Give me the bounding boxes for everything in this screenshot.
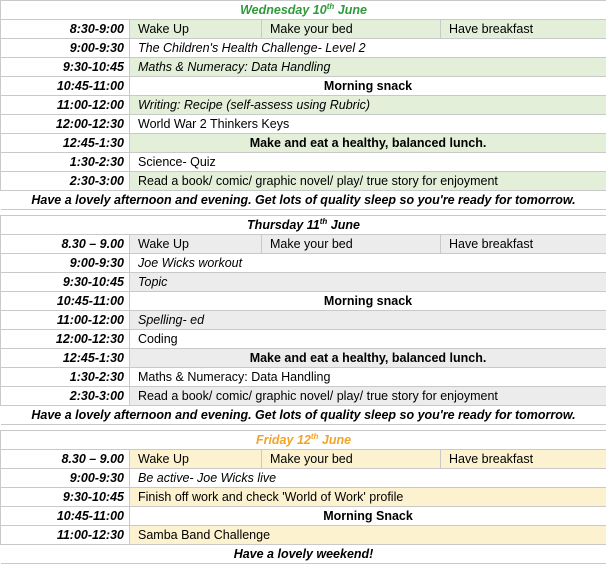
friday-row-wake: [1, 450, 606, 469]
time-cell: 8.30 – 9.00: [1, 450, 130, 469]
activity-cell: Morning snack: [130, 292, 606, 311]
time-cell: 8.30 – 9.00: [1, 235, 130, 254]
breakfast-cell: Have breakfast: [441, 450, 606, 469]
time-cell: 11:00-12:00: [1, 311, 130, 330]
thursday-title: Thursday 11th June: [1, 216, 606, 235]
time-cell: 11:00-12:00: [1, 96, 130, 115]
friday-footer: Have a lovely weekend!: [1, 545, 606, 564]
time-cell: 9:00-9:30: [1, 469, 130, 488]
table-row: [1, 368, 606, 387]
table-row: [1, 39, 606, 58]
wake-up-cell: Wake Up: [130, 450, 262, 469]
time-cell: 10:45-11:00: [1, 292, 130, 311]
activity-cell: Morning snack: [130, 77, 606, 96]
time-cell: 11:00-12:30: [1, 526, 130, 545]
activity-cell: Read a book/ comic/ graphic novel/ play/ true story for enjoyment: [130, 387, 606, 406]
time-cell: 12:45-1:30: [1, 134, 130, 153]
table-row: [1, 115, 606, 134]
time-cell: 9:30-10:45: [1, 58, 130, 77]
breakfast-cell: Have breakfast: [441, 235, 606, 254]
table-row: [1, 153, 606, 172]
activity-cell: Writing: Recipe (self-assess using Rubric): [130, 96, 606, 115]
activity-cell: Maths & Numeracy: Data Handling: [130, 58, 606, 77]
time-cell: 9:00-9:30: [1, 39, 130, 58]
thursday-footer-row: [1, 406, 606, 425]
activity-cell: Science- Quiz: [130, 153, 606, 172]
activity-cell: Finish off work and check 'World of Work' profile: [130, 488, 606, 507]
wednesday-title-row: [1, 1, 606, 20]
time-cell: 9:30-10:45: [1, 273, 130, 292]
table-row: [1, 349, 606, 368]
breakfast-cell: Have breakfast: [441, 20, 606, 39]
table-row: [1, 77, 606, 96]
activity-cell: Make and eat a healthy, balanced lunch.: [130, 349, 606, 368]
friday-title-row: [1, 431, 606, 450]
activity-cell: The Children's Health Challenge- Level 2: [130, 39, 606, 58]
table-row: [1, 273, 606, 292]
wake-up-cell: Wake Up: [130, 20, 262, 39]
table-row: [1, 526, 606, 545]
table-row: [1, 311, 606, 330]
activity-cell: World War 2 Thinkers Keys: [130, 115, 606, 134]
time-cell: 10:45-11:00: [1, 507, 130, 526]
time-cell: 12:00-12:30: [1, 115, 130, 134]
time-cell: 1:30-2:30: [1, 368, 130, 387]
table-row: [1, 507, 606, 526]
activity-cell: Be active- Joe Wicks live: [130, 469, 606, 488]
make-bed-cell: Make your bed: [262, 20, 441, 39]
thursday-footer: Have a lovely afternoon and evening. Get lots of quality sleep so you're ready for tomorrow.: [1, 406, 606, 425]
time-cell: 1:30-2:30: [1, 153, 130, 172]
activity-cell: Topic: [130, 273, 606, 292]
wednesday-footer: Have a lovely afternoon and evening. Get lots of quality sleep so you're ready for tomorrow.: [1, 191, 606, 210]
wednesday-footer-row: [1, 191, 606, 210]
time-cell: 12:45-1:30: [1, 349, 130, 368]
thursday-title-row: [1, 216, 606, 235]
wednesday-title: Wednesday 10th June: [1, 1, 606, 20]
table-row: [1, 134, 606, 153]
table-row: [1, 292, 606, 311]
time-cell: 2:30-3:00: [1, 387, 130, 406]
activity-cell: Coding: [130, 330, 606, 349]
thursday-row-wake: [1, 235, 606, 254]
activity-cell: Joe Wicks workout: [130, 254, 606, 273]
table-row: [1, 387, 606, 406]
make-bed-cell: Make your bed: [262, 235, 441, 254]
activity-cell: Read a book/ comic/ graphic novel/ play/ true story for enjoyment: [130, 172, 606, 191]
friday-footer-row: [1, 545, 606, 564]
activity-cell: Morning Snack: [130, 507, 606, 526]
table-row: [1, 254, 606, 273]
activity-cell: Make and eat a healthy, balanced lunch.: [130, 134, 606, 153]
wednesday-row-wake: [1, 20, 606, 39]
activity-cell: Samba Band Challenge: [130, 526, 606, 545]
time-cell: 2:30-3:00: [1, 172, 130, 191]
activity-cell: Maths & Numeracy: Data Handling: [130, 368, 606, 387]
table-row: [1, 172, 606, 191]
time-cell: 9:00-9:30: [1, 254, 130, 273]
make-bed-cell: Make your bed: [262, 450, 441, 469]
time-cell: 12:00-12:30: [1, 330, 130, 349]
time-cell: 9:30-10:45: [1, 488, 130, 507]
table-row: [1, 58, 606, 77]
wake-up-cell: Wake Up: [130, 235, 262, 254]
table-row: [1, 96, 606, 115]
friday-title: Friday 12th June: [1, 431, 606, 450]
time-cell: 10:45-11:00: [1, 77, 130, 96]
table-row: [1, 330, 606, 349]
table-row: [1, 469, 606, 488]
activity-cell: Spelling- ed: [130, 311, 606, 330]
table-row: [1, 488, 606, 507]
time-cell: 8:30-9:00: [1, 20, 130, 39]
